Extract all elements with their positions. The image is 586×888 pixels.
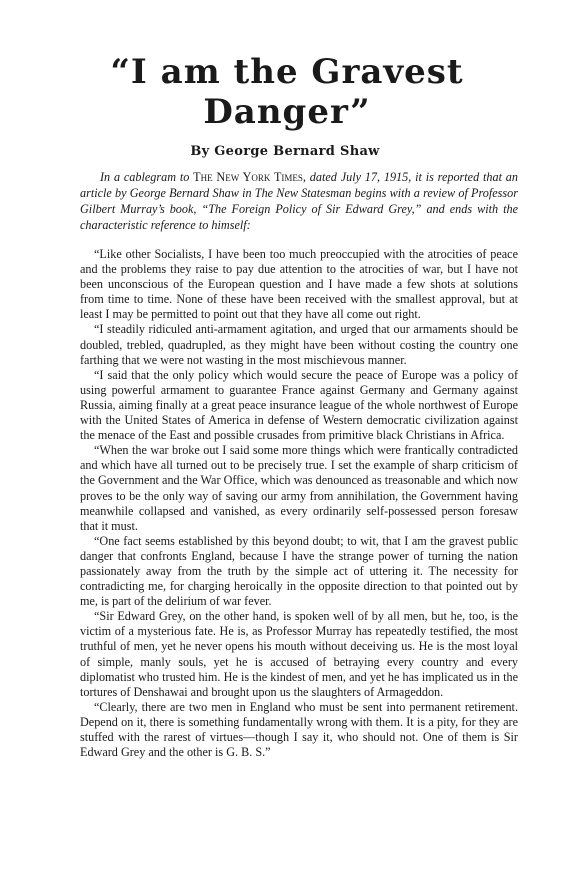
body-paragraph: “Clearly, there are two men in England who must be sent into permanent retirement. Depend on it, there is something fundamentally wrong with them. It is a pity, for they are stuffed with the rarest of virtues—though I say it, who should not. One of them is Sir Edward Grey and the other is G. B. S.”	[80, 699, 518, 760]
intro-lead: In a cablegram to	[100, 170, 194, 184]
body-paragraph: “I said that the only policy which would secure the peace of Europe was a policy of using powerful armament to guarantee France against Germany and Germany against Russia, aiming finally at a great peace insurance league of the whole northwest of Europe with the United States of America in defense of Western democratic civilization against the menace of the East and possible crusades from primitive black Christians in Africa.	[80, 367, 518, 443]
body-paragraph: “Like other Socialists, I have been too much preoccupied with the atrocities of peace and the problems they raise to pay due attention to the atrocities of war, but I have not been unconscious of the European question and I have made a few shots at solutions from time to time. None of these have been received with the smallest approval, but at least I may be permitted to point out that they have all come out right.	[80, 247, 518, 322]
body-paragraph: “One fact seems established by this beyond doubt; to wit, that I am the gravest public danger that confronts England, because I have the strange power of turning the nation passionately away from the truth by the simple act of uttering it. The necessity for contradicting me, for charging heroically in the opposite direction to that pointed out by me, is part of the delirium of war fever.	[80, 533, 518, 609]
intro-newspaper-name: The New York Times	[193, 170, 303, 184]
article-byline: By George Bernard Shaw	[190, 144, 380, 159]
article-title: “I am the Gravest Danger”	[110, 52, 464, 132]
body-paragraph: “When the war broke out I said some more things which were frantically contradicted and which have all turned out to be precisely true. I set the example of sharp criticism of the Government and the War Office, which was denounced as treasonable and which now proves to be the only way of saving our army from annihilation, the Government having meanwhile collapsed and vanished, as every ordinarily self-possessed person foresaw that it must.	[80, 443, 518, 533]
article-body	[80, 247, 518, 760]
body-paragraph: “I steadily ridiculed anti-armament agitation, and urged that our armaments should be doubled, trebled, quadrupled, as they might have been without costing the country one farthing that we were not wasting in the most mischievous manner.	[80, 322, 518, 367]
article-intro	[80, 169, 518, 233]
body-paragraph: “Sir Edward Grey, on the other hand, is spoken well of by all men, but he, too, is the victim of a mysterious fate. He is, as Professor Murray has repeatedly testified, the most truthful of men, yet he never opens his mouth without deceiving us. He is the most loyal of simple, manly souls, yet he is accused of betraying every country and every diplomatist who trusted him. He is the kindest of men, and yet he has implicated us in the tortures of Denshawai and brought upon us the slaughters of Armageddon.	[80, 609, 518, 699]
intro-rest: , dated July 17, 1915, it is reported that an article by George Bernard Shaw in The New Statesman begins with a review of Professor Gilbert Murray’s book, “The Foreign Policy of Sir Edward Grey,” and ends with the characteristic reference to himself:	[80, 170, 518, 232]
